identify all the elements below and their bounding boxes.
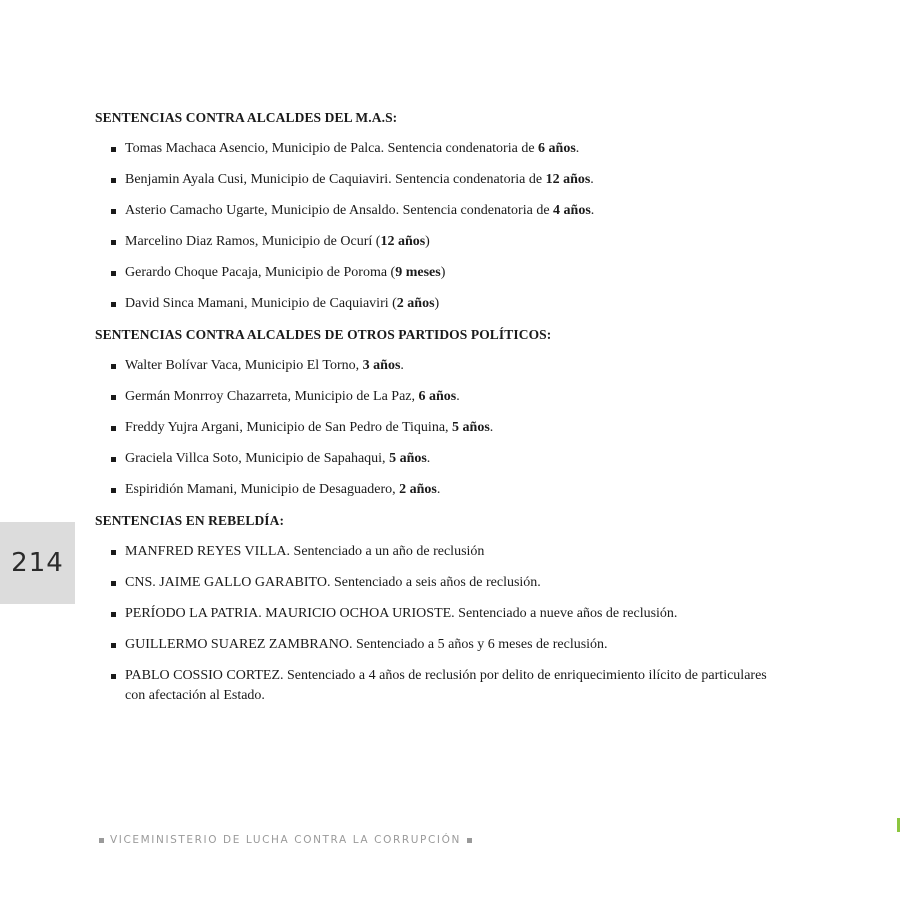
list-item: Walter Bolívar Vaca, Municipio El Torno, 3 años. xyxy=(95,356,775,376)
bullet-icon xyxy=(111,364,116,369)
footer-text: VICEMINISTERIO DE LUCHA CONTRA LA CORRUPCIÓN xyxy=(110,834,461,846)
square-bullet-icon xyxy=(467,838,472,843)
list-item: Benjamin Ayala Cusi, Municipio de Caquiaviri. Sentencia condenatoria de 12 años. xyxy=(95,170,775,190)
list-item: MANFRED REYES VILLA. Sentenciado a un año de reclusión xyxy=(95,542,775,562)
footer xyxy=(93,834,478,846)
bullet-icon xyxy=(111,240,116,245)
section-heading: SENTENCIAS CONTRA ALCALDES DEL M.A.S: xyxy=(95,110,398,125)
bullet-icon xyxy=(111,643,116,648)
bullet-icon xyxy=(111,178,116,183)
bullet-icon xyxy=(111,147,116,152)
bullet-icon xyxy=(111,550,116,555)
bullet-icon xyxy=(111,209,116,214)
list-item: David Sinca Mamani, Municipio de Caquiaviri (2 años) xyxy=(95,294,775,314)
bullet-icon xyxy=(111,488,116,493)
sentence-list xyxy=(95,542,775,706)
list-item: Germán Monrroy Chazarreta, Municipio de La Paz, 6 años. xyxy=(95,387,775,407)
bullet-icon xyxy=(111,612,116,617)
list-item: Freddy Yujra Argani, Municipio de San Pedro de Tiquina, 5 años. xyxy=(95,418,775,438)
section-otros-partidos xyxy=(95,325,775,500)
page-number-tab xyxy=(0,522,75,604)
bullet-icon xyxy=(111,395,116,400)
bullet-icon xyxy=(111,302,116,307)
list-item: Asterio Camacho Ugarte, Municipio de Ansaldo. Sentencia condenatoria de 4 años. xyxy=(95,201,775,221)
list-item: PERÍODO LA PATRIA. MAURICIO OCHOA URIOSTE. Sentenciado a nueve años de reclusión. xyxy=(95,604,775,624)
sentence-list xyxy=(95,356,775,500)
page-number: 214 xyxy=(11,548,64,578)
section-rebeldia xyxy=(95,511,775,706)
list-item: Graciela Villca Soto, Municipio de Sapahaqui, 5 años. xyxy=(95,449,775,469)
list-item: CNS. JAIME GALLO GARABITO. Sentenciado a seis años de reclusión. xyxy=(95,573,775,593)
section-heading: SENTENCIAS EN REBELDÍA: xyxy=(95,513,285,528)
square-bullet-icon xyxy=(99,838,104,843)
bullet-icon xyxy=(111,457,116,462)
list-item: GUILLERMO SUAREZ ZAMBRANO. Sentenciado a 5 años y 6 meses de reclusión. xyxy=(95,635,775,655)
sentence-list xyxy=(95,139,775,314)
bullet-icon xyxy=(111,674,116,679)
list-item: Tomas Machaca Asencio, Municipio de Palca. Sentencia condenatoria de 6 años. xyxy=(95,139,775,159)
section-heading: SENTENCIAS CONTRA ALCALDES DE OTROS PARTIDOS POLÍTICOS: xyxy=(95,327,552,342)
list-item: Espiridión Mamani, Municipio de Desaguadero, 2 años. xyxy=(95,480,775,500)
list-item: Marcelino Diaz Ramos, Municipio de Ocurí (12 años) xyxy=(95,232,775,252)
list-item: PABLO COSSIO CORTEZ. Sentenciado a 4 años de reclusión por delito de enriquecimiento ilícito de particulares con afectación al Estado. xyxy=(95,666,775,706)
bullet-icon xyxy=(111,271,116,276)
section-mas xyxy=(95,108,775,314)
list-item: Gerardo Choque Pacaja, Municipio de Poroma (9 meses) xyxy=(95,263,775,283)
bullet-icon xyxy=(111,581,116,586)
document-body xyxy=(95,108,775,706)
bullet-icon xyxy=(111,426,116,431)
